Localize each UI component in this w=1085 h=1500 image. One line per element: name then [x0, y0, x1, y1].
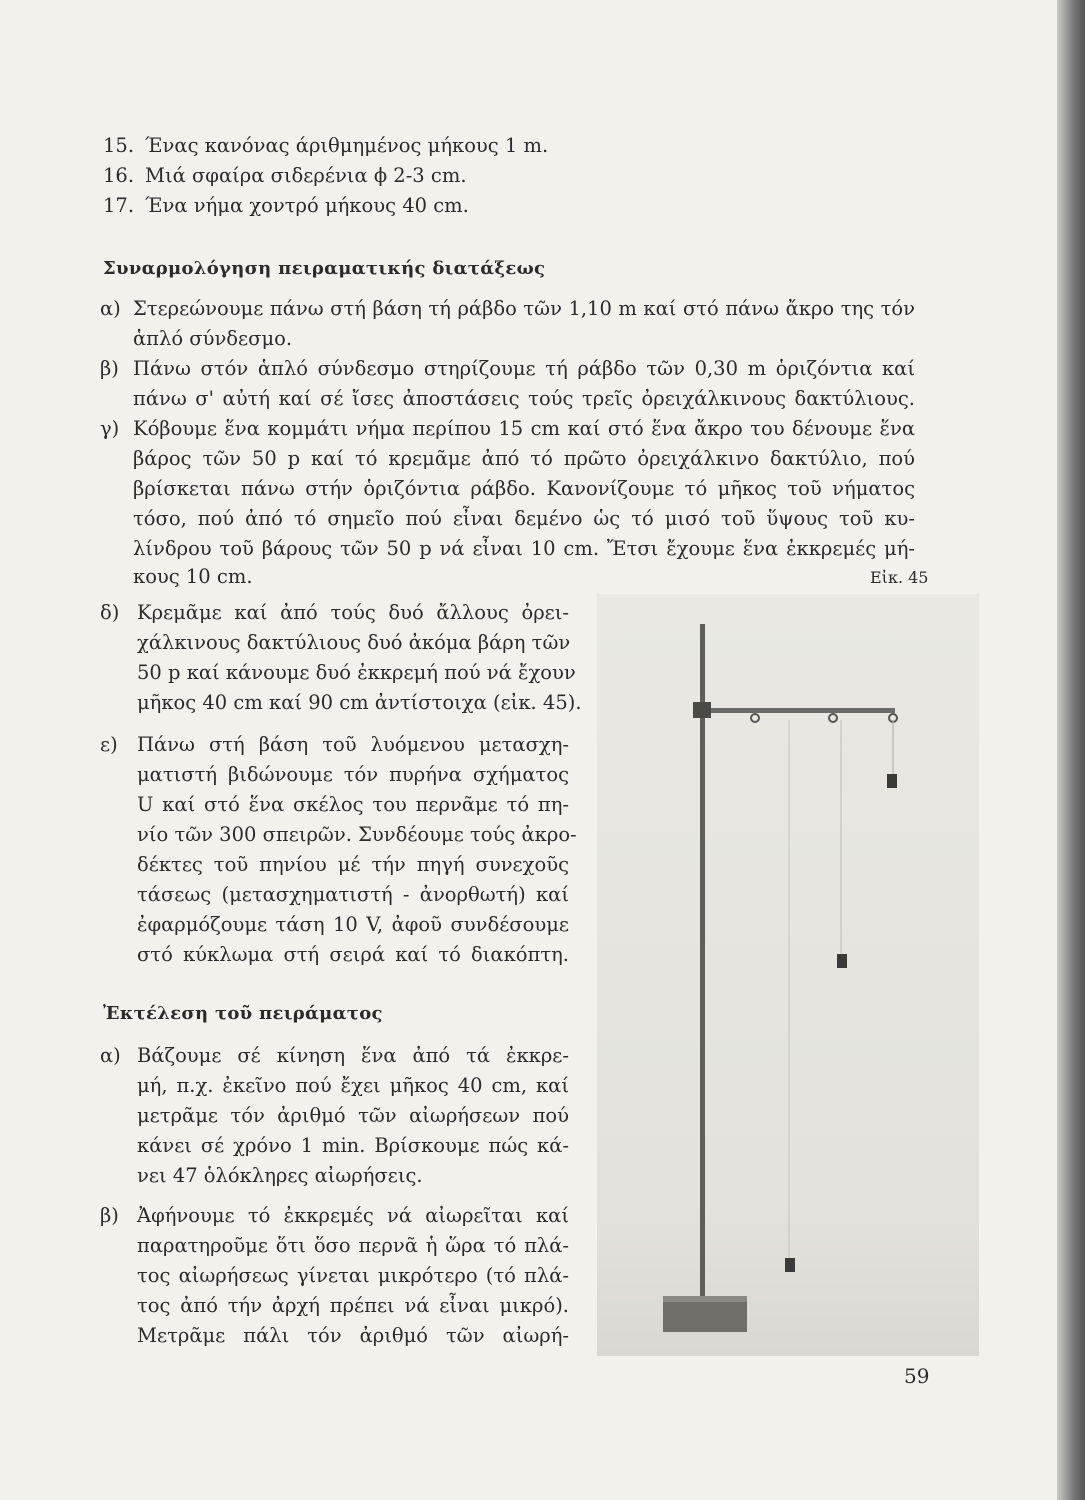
step-line: Μετρᾶμε πάλι τόν ἀριθμό τῶν αἰωρή-: [137, 1324, 569, 1347]
step-line: τος αἰωρήσεως γίνεται μικρότερο (τό πλά-: [137, 1264, 569, 1287]
step-line: Βάζουμε σέ κίνηση ἕνα ἀπό τά ἐκκρε-: [137, 1044, 569, 1067]
page-edge-shadow: [1057, 0, 1085, 1500]
step-label: β): [100, 1204, 119, 1227]
step-line: Στερεώνουμε πάνω στή βάση τή ράβδο τῶν 1,10 m καί στό πάνω ἄκρο της τόν: [133, 297, 915, 320]
list-number: 16.: [103, 164, 135, 187]
step-line: βρίσκεται πάνω στήν ὁριζόντια ράβδο. Κανονίζουμε τό μῆκος τοῦ νήματος: [133, 477, 915, 500]
step-line: ἐφαρμόζουμε τάση 10 V, ἀφοῦ συνδέσουμε: [137, 913, 569, 936]
list-item-text: Ένα νήμα χοντρό μήκους 40 cm.: [145, 194, 469, 217]
step-line: ματιστή βιδώνουμε τόν πυρήνα σχήματος: [137, 763, 569, 786]
step-line: τος ἀπό τήν ἀρχή πρέπει νά εἶναι μικρό).: [137, 1294, 569, 1317]
pendulum-apparatus-illustration: [597, 594, 979, 1356]
figure-caption: Εἰκ. 45: [870, 568, 929, 587]
step-line: χάλκινους δακτύλιους δυό ἀκόμα βάρη τῶν: [137, 631, 571, 654]
step-line: νει 47 ὁλόκληρες αἰωρήσεις.: [137, 1164, 423, 1187]
step-label: β): [100, 357, 119, 380]
weight-50p: [785, 1258, 795, 1272]
brass-ring: [751, 714, 759, 722]
step-label: α): [100, 297, 121, 320]
step-line: Πάνω στή βάση τοῦ λυόμενου μετασχη-: [137, 733, 569, 756]
vertical-rod: [700, 624, 705, 1304]
step-line: μετρᾶμε τόν ἀριθμό τῶν αἰωρήσεων πού: [137, 1104, 569, 1127]
step-line: παρατηροῦμε ὅτι ὅσο περνᾶ ἡ ὥρα τό πλά-: [137, 1234, 569, 1257]
step-line: στό κύκλωμα στή σειρά καί τό διακόπτη.: [137, 943, 569, 966]
list-item-text: Ένας κανόνας άριθμημένος μήκους 1 m.: [145, 134, 549, 157]
step-label: γ): [100, 417, 120, 440]
step-line: πάνω σ' αὐτή καί σέ ἴσες ἀποστάσεις τούς τρεῖς ὀρειχάλκινους δακτύλιους.: [133, 387, 915, 410]
base-top: [663, 1296, 747, 1302]
step-line: λίνδρου τοῦ βάρους τῶν 50 p νά εἶναι 10 cm. Ἔτσι ἔχουμε ἕνα ἐκκρεμές μή-: [133, 537, 915, 560]
horizontal-rod: [697, 708, 895, 713]
step-label: α): [100, 1044, 121, 1067]
list-number: 17.: [103, 194, 135, 217]
list-item-text: Μιά σφαίρα σιδερένια ϕ 2-3 cm.: [145, 164, 467, 187]
step-label: ε): [100, 733, 118, 756]
step-line: Κρεμᾶμε καί ἀπό τούς δυό ἄλλους ὀρει-: [137, 601, 569, 624]
step-line: U καί στό ἕνα σκέλος του περνᾶμε τό πη-: [137, 793, 569, 816]
list-number: 15.: [103, 134, 135, 157]
step-line: Κόβουμε ἕνα κομμάτι νήμα περίπου 15 cm καί στό ἕνα ἄκρο του δένουμε ἕνα: [133, 417, 915, 440]
step-line: μῆκος 40 cm καί 90 cm ἀντίστοιχα (εἰκ. 45).: [137, 691, 582, 714]
step-line: κους 10 cm.: [133, 565, 253, 588]
step-line: κάνει σέ χρόνο 1 min. Βρίσκουμε πώς κά-: [137, 1134, 569, 1157]
step-line: τάσεως (μετασχηματιστή - ἀνορθωτή) καί: [137, 883, 569, 906]
step-line: βάρος τῶν 50 p καί τό κρεμᾶμε ἀπό τό πρῶτο ὀρειχάλκινο δακτύλιο, πού: [133, 447, 915, 470]
step-line: Ἀφήνουμε τό ἐκκρεμές νά αἰωρεῖται καί: [137, 1204, 569, 1227]
section-heading-assembly: Συναρμολόγηση πειραματικής διατάξεως: [103, 258, 546, 279]
step-line: τόσο, πού ἀπό τό σημεῖο πού εἶναι δεμένο ὡς τό μισό τοῦ ὕψους τοῦ κυ-: [133, 507, 915, 530]
step-line: δέκτες τοῦ πηνίου μέ τήν πηγή συνεχοῦς: [137, 853, 569, 876]
clamp: [693, 702, 711, 718]
step-line: ἁπλό σύνδεσμο.: [133, 327, 293, 350]
page-number: 59: [904, 1364, 930, 1388]
step-label: δ): [100, 601, 120, 624]
step-line: νίο τῶν 300 σπειρῶν. Συνδέουμε τούς ἀκρο-: [137, 823, 577, 846]
section-heading-execution: Ἐκτέλεση τοῦ πειράματος: [103, 1003, 383, 1024]
brass-ring: [829, 714, 837, 722]
step-line: Πάνω στόν ἁπλό σύνδεσμο στηρίζουμε τή ράβδο τῶν 0,30 m ὁριζόντια καί: [133, 357, 915, 380]
pendulum-apparatus-photo: [597, 594, 979, 1356]
weight-50p: [887, 774, 897, 788]
step-line: 50 p καί κάνουμε δυό ἐκκρεμή πού νά ἔχουν: [137, 661, 576, 684]
weight-50p: [837, 954, 847, 968]
step-line: μή, π.χ. ἐκεῖνο πού ἔχει μῆκος 40 cm, καί: [137, 1074, 569, 1097]
